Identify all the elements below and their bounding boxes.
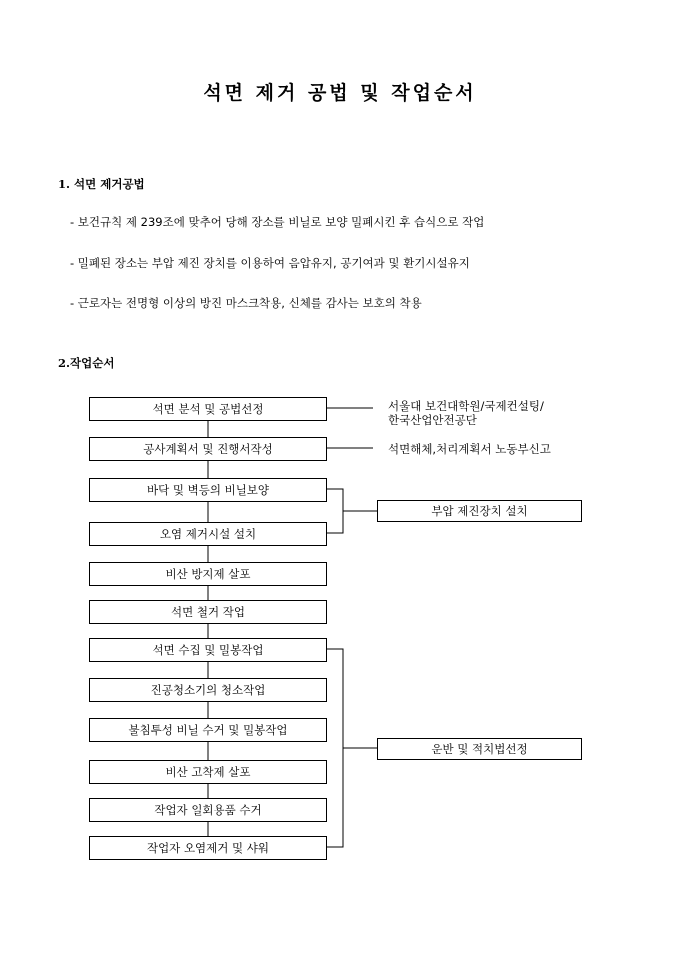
step-box: 오염 제거시설 설치: [89, 522, 327, 546]
page-title: 석면 제거 공법 및 작업순서: [203, 82, 477, 104]
section2-heading: 2.작업순서: [58, 356, 115, 370]
note-plan: 석면해체,처리계획서 노동부신고: [388, 442, 551, 456]
step-box: 석면 분석 및 공법선정: [89, 397, 327, 421]
step-box: 불침투성 비닐 수거 및 밀봉작업: [89, 718, 327, 742]
side-box-transport: 운반 및 적치법선정: [377, 738, 582, 760]
step-box: 작업자 일회용품 수거: [89, 798, 327, 822]
note-analysis-line2: 한국산업안전공단: [388, 413, 477, 427]
step-box: 진공청소기의 청소작업: [89, 678, 327, 702]
step-box: 작업자 오염제거 및 샤워: [89, 836, 327, 860]
section1-bullet-1: - 보건규칙 제 239조에 맞추어 당해 장소를 비닐로 보양 밀폐시킨 후 습식으로 작업: [70, 215, 485, 229]
step-box: 비산 고착제 살포: [89, 760, 327, 784]
step-box: 석면 철거 작업: [89, 600, 327, 624]
section1-bullet-3: - 근로자는 전명형 이상의 방진 마스크착용, 신체를 감사는 보호의 착용: [70, 296, 422, 310]
side-box-negative-pressure: 부압 제진장치 설치: [377, 500, 582, 522]
step-box: 공사계획서 및 진행서작성: [89, 437, 327, 461]
step-box: 바닥 및 벽등의 비닐보양: [89, 478, 327, 502]
section1-bullet-2: - 밀폐된 장소는 부압 제진 장치를 이용하여 음압유지, 공기여과 및 환기시설유지: [70, 256, 470, 270]
step-box: 석면 수집 및 밀봉작업: [89, 638, 327, 662]
step-box: 비산 방지제 살포: [89, 562, 327, 586]
note-analysis-line1: 서울대 보건대학원/국제컨설팅/: [388, 399, 544, 413]
section1-heading: 1. 석면 제거공법: [58, 177, 145, 191]
